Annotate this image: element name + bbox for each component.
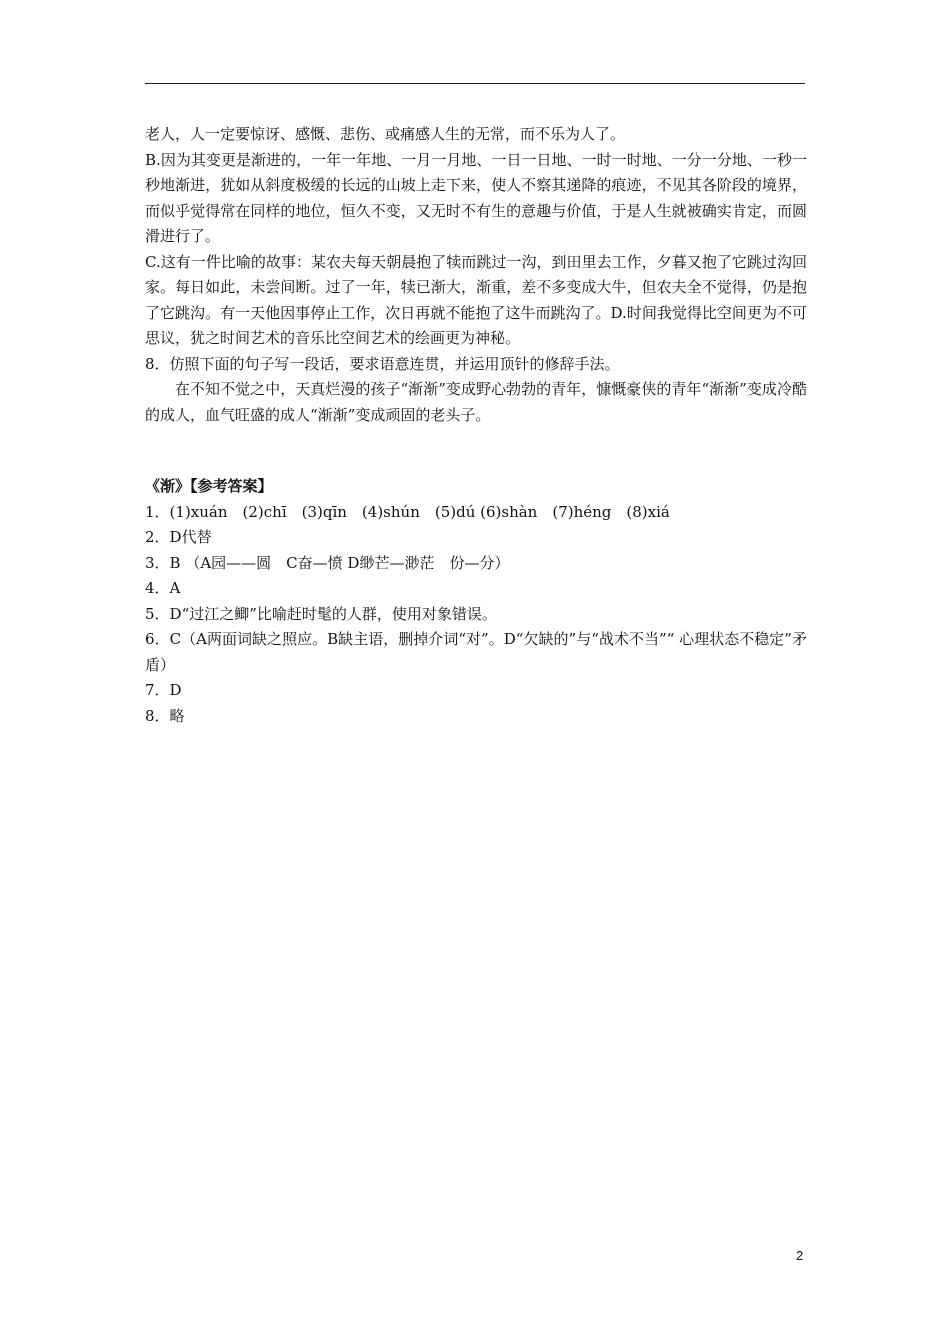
passage-option-c-d: C.这有一件比喻的故事：某农夫每天朝晨抱了犊而跳过一沟，到田里去工作，夕暮又抱了它跳过沟回家。每日如此，未尝间断。过了一年，犊已渐大，渐重，差不多变成大牛，但农夫全不觉得，仍是抱了它跳沟。有一天他因事停止工作，次日再就不能抱了这牛而跳沟了。D.时间我觉得比空间更为不可思议，犹之时间艺术的音乐比空间艺术的绘画更为神秘。	[145, 252, 807, 347]
header-rule	[145, 83, 805, 84]
page-number: 2	[796, 1248, 804, 1263]
answer-item: 7．D	[145, 681, 182, 699]
answer-item: 3．B （A园——圆 C奋—愤 D缈芒—渺茫 份—分）	[145, 553, 510, 572]
answer-item: 6．C（A两面词缺之照应。B缺主语，删掉介词“对”。D“欠缺的”与“战术不当”“ 心理状态不稳定”矛盾）	[145, 630, 807, 674]
passage-line-a: 老人，人一定要惊讶、感慨、悲伤、或痛感人生的无常，而不乐为人了。	[145, 125, 626, 143]
passage-option-b: B.因为其变更是渐进的，一年一年地、一月一月地、一日一日地、一时一时地、一分一分地、一秒一秒地渐进，犹如从斜度极缓的长远的山坡上走下来，使人不察其递降的痕迹，不见其各阶段的境界，而似乎觉得常在同样的地位，恒久不变，又无时不有生的意趣与价值，于是人生就被确实肯定，而圆滑进行了。	[145, 150, 807, 245]
answer-item: 8．略	[145, 706, 185, 725]
document-body	[145, 122, 807, 729]
example-sentence: 在不知不觉之中，天真烂漫的孩子“渐渐”变成野心勃勃的青年，慷慨豪侠的青年“渐渐”变成冷酷的成人，血气旺盛的成人“渐渐”变成顽固的老头子。	[145, 380, 807, 424]
question-8: 8．仿照下面的句子写一段话，要求语意连贯，并运用顶针的修辞手法。	[145, 354, 620, 373]
answer-item: 1．(1)xuán (2)chī (3)qīn (4)shún (5)dú (6)shàn (7)héng (8)xiá	[145, 502, 670, 521]
answer-item: 4．A	[145, 579, 181, 597]
answer-item: 2．D代替	[145, 528, 212, 546]
answer-item: 5．D“过江之鲫”比喻赶时髦的人群，使用对象错误。	[145, 604, 497, 623]
answers-title: 《渐》【参考答案】	[145, 477, 273, 495]
